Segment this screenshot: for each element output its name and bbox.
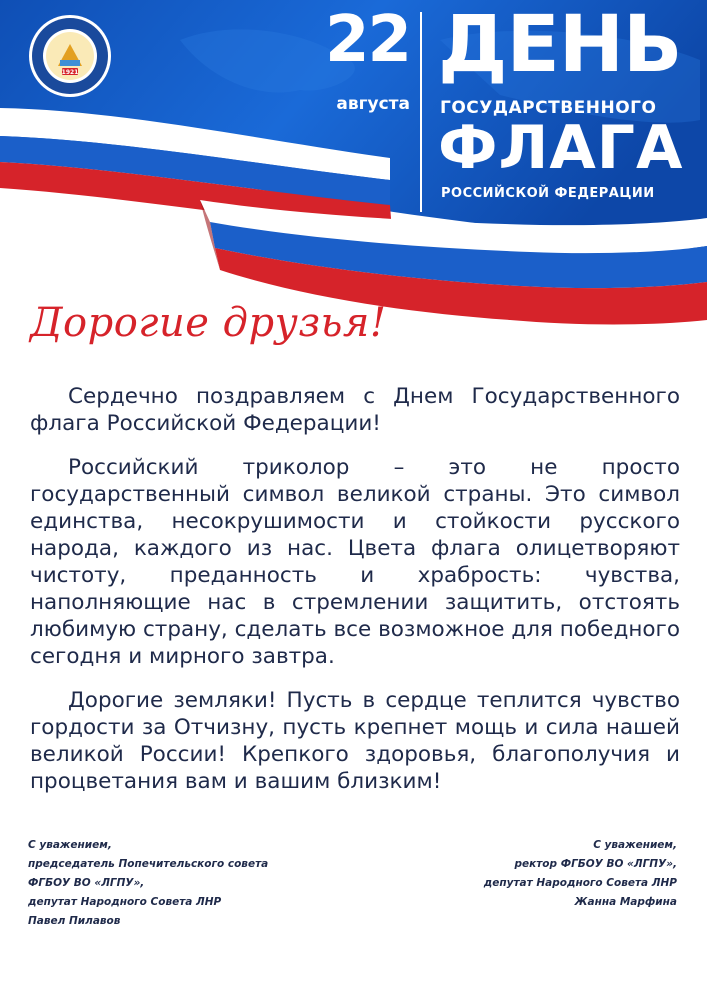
paragraph: Сердечно поздравляем с Днем Государственного флага Российской Федерации! (30, 384, 680, 436)
title-day: ДЕНЬ (438, 0, 682, 90)
title-flag: ФЛАГА (438, 113, 684, 183)
signature-line: депутат Народного Совета ЛНР (483, 877, 677, 889)
signature-line: Павел Пилавов (28, 915, 121, 927)
greeting-heading: Дорогие друзья! (30, 300, 387, 346)
signature-line: депутат Народного Совета ЛНР (28, 896, 222, 908)
signature-line: ФГБОУ ВО «ЛГПУ», (28, 877, 145, 889)
signature-line: С уважением, (28, 839, 112, 851)
header-banner (0, 0, 707, 340)
paragraph: Российский триколор – это не просто государственный символ великой страны. Это символ единства, несокрушимости и стойкости русского народа, каждого из нас. Цвета флага олицетворяют чистоту, преданность и храбрость: чувства, наполняющие нас в стремлении защитить, отстоять любимую страну, сделать все возможное для победного сегодня и мирного завтра. (30, 455, 680, 669)
signature-line: председатель Попечительского совета (28, 858, 269, 870)
title-federation: РОССИЙСКОЙ ФЕДЕРАЦИИ (441, 186, 655, 201)
date-number: 22 (324, 3, 410, 77)
signature-line: Жанна Марфина (574, 896, 677, 908)
signature-line: ректор ФГБОУ ВО «ЛГПУ», (514, 858, 677, 870)
signature-line: С уважением, (593, 839, 677, 851)
letter-body (30, 383, 680, 812)
signature-left (28, 836, 268, 931)
signature-right (484, 836, 677, 912)
date-month: августа (336, 94, 410, 114)
logo-year: 1921 (61, 69, 79, 76)
title-state: ГОСУДАРСТВЕННОГО (440, 98, 657, 118)
university-logo (28, 14, 112, 98)
paragraph: Дорогие земляки! Пусть в сердце теплится чувство гордости за Отчизну, пусть крепнет мощь и сила нашей великой России! Крепкого здоровья, благополучия и процветания вам и вашим близким! (30, 688, 680, 794)
title-divider (420, 12, 422, 212)
